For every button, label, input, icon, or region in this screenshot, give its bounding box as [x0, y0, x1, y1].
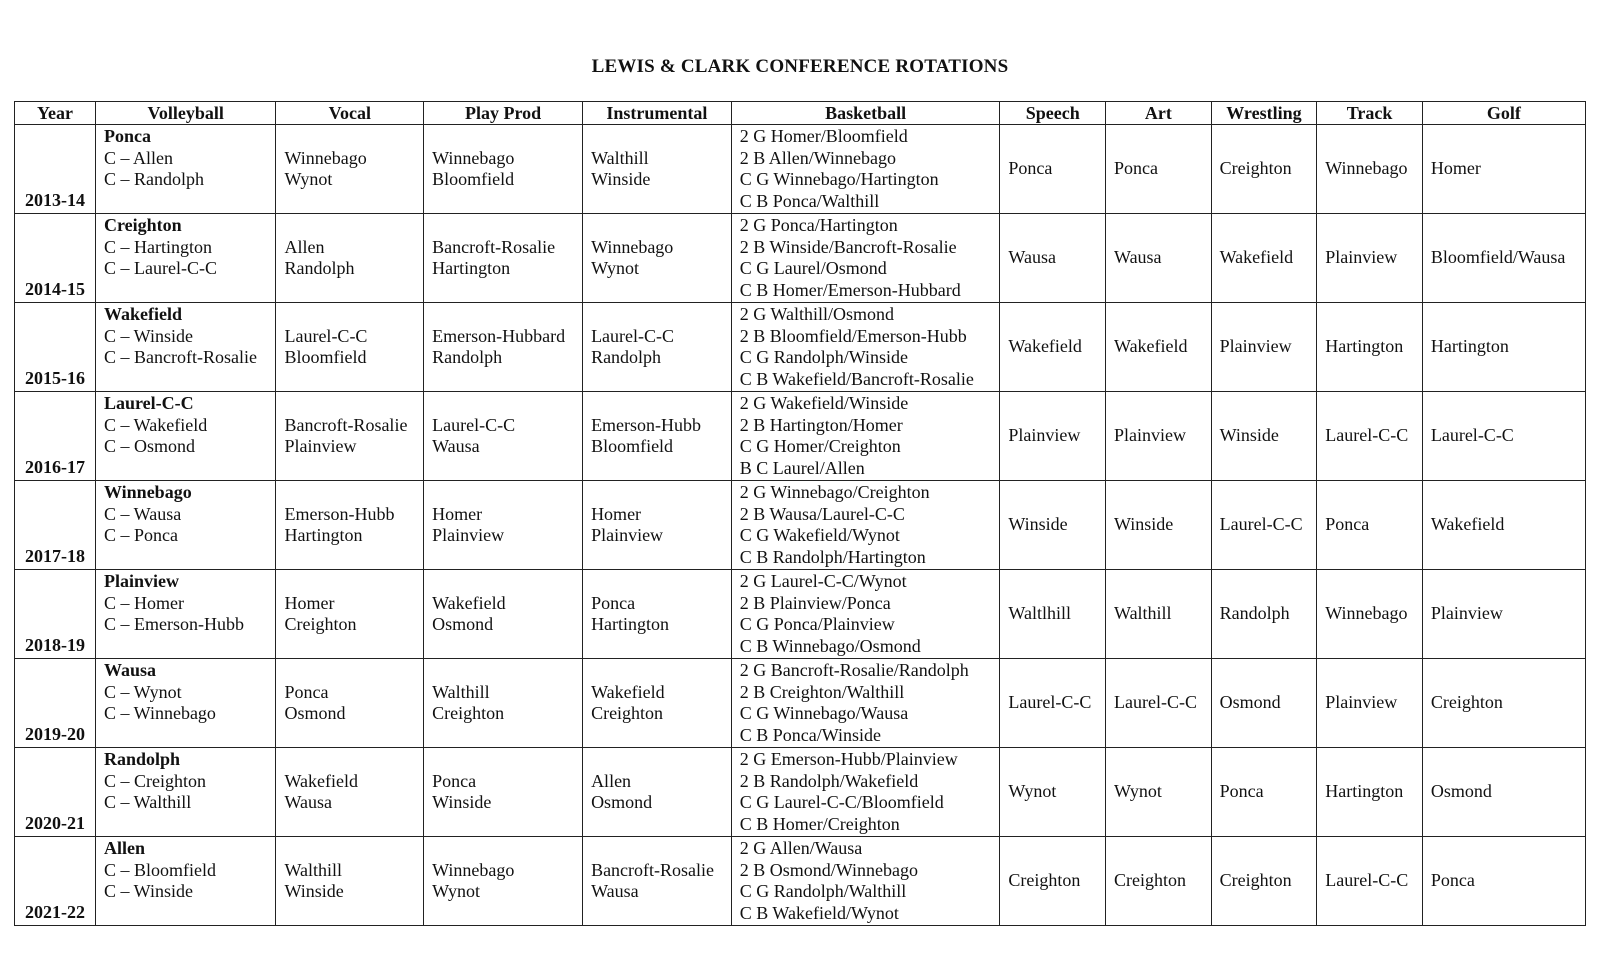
basketball-cell-line: C G Laurel/Osmond — [739, 258, 887, 278]
table-row — [15, 837, 1586, 926]
instrumental-cell-line: Walthill — [591, 147, 649, 168]
basketball-cell-line: C G Wakefield/Wynot — [739, 525, 900, 545]
play-prod-cell-line: Hartington — [432, 258, 511, 278]
volleyball-cohost: C – Homer — [104, 592, 184, 613]
header-art: Art — [1106, 102, 1212, 125]
wrestling-cell: Wakefield — [1211, 214, 1317, 303]
play-prod-cell-line: Wakefield — [432, 592, 506, 613]
vocal-cell-line: Homer — [284, 592, 335, 613]
header-vocal: Vocal — [276, 102, 424, 125]
volleyball-host: Ponca — [104, 126, 151, 146]
art-cell: Walthill — [1106, 570, 1212, 659]
golf-cell: Bloomfield/Wausa — [1422, 214, 1585, 303]
basketball-cell-line: 2 G Ponca/Hartington — [739, 215, 898, 235]
volleyball-host: Allen — [104, 838, 146, 858]
volleyball-cohost: C – Osmond — [104, 436, 196, 456]
wrestling-cell: Osmond — [1211, 659, 1317, 748]
basketball-cell-line: C G Ponca/Plainview — [739, 614, 895, 634]
vocal-cell — [276, 481, 424, 570]
vocal-cell — [276, 392, 424, 481]
instrumental-cell — [583, 570, 732, 659]
volleyball-cohost: C – Wakefield — [104, 414, 208, 435]
art-cell: Ponca — [1106, 125, 1212, 214]
speech-cell: Plainview — [1000, 392, 1106, 481]
vocal-cell-line: Laurel-C-C — [284, 325, 368, 346]
golf-cell: Ponca — [1422, 837, 1585, 926]
volleyball-host: Wausa — [104, 660, 157, 680]
volleyball-cohost: C – Winside — [104, 881, 193, 901]
basketball-cell-line: 2 G Emerson-Hubb/Plainview — [739, 749, 958, 769]
vocal-cell-line: Wakefield — [284, 770, 358, 791]
basketball-cell-line: C B Homer/Creighton — [739, 813, 900, 834]
instrumental-cell-line: Wausa — [591, 881, 639, 901]
basketball-cell-line: 2 B Plainview/Ponca — [739, 592, 891, 613]
golf-cell: Creighton — [1422, 659, 1585, 748]
play-prod-cell-line: Homer — [432, 503, 483, 524]
play-prod-cell — [424, 481, 583, 570]
volleyball-host: Plainview — [104, 571, 179, 591]
volleyball-cohost: C – Ponca — [104, 525, 178, 545]
play-prod-cell — [424, 837, 583, 926]
track-cell: Plainview — [1317, 659, 1423, 748]
play-prod-cell-line: Emerson-Hubbard — [432, 325, 566, 346]
play-prod-cell — [424, 303, 583, 392]
track-cell: Hartington — [1317, 748, 1423, 837]
basketball-cell-line: 2 G Laurel-C-C/Wynot — [739, 571, 907, 591]
volleyball-cohost: C – Walthill — [104, 792, 192, 812]
volleyball-cell — [96, 481, 276, 570]
year-cell: 2019-20 — [15, 659, 96, 748]
golf-cell: Laurel-C-C — [1422, 392, 1585, 481]
vocal-cell-line: Allen — [284, 236, 325, 257]
art-cell: Laurel-C-C — [1106, 659, 1212, 748]
basketball-cell-line: C B Ponca/Walthill — [739, 190, 880, 211]
instrumental-cell — [583, 659, 732, 748]
basketball-cell-line: 2 G Bancroft-Rosalie/Randolph — [739, 660, 969, 680]
volleyball-host: Laurel-C-C — [104, 393, 194, 413]
play-prod-cell-line: Bloomfield — [432, 169, 515, 189]
vocal-cell-line: Osmond — [284, 703, 346, 723]
play-prod-cell — [424, 570, 583, 659]
basketball-cell-line: C G Randolph/Winside — [739, 347, 909, 367]
play-prod-cell-line: Walthill — [432, 681, 490, 702]
instrumental-cell-line: Randolph — [591, 347, 662, 367]
basketball-cell-line: 2 B Hartington/Homer — [739, 414, 903, 435]
instrumental-cell-line: Hartington — [591, 614, 670, 634]
speech-cell: Wynot — [1000, 748, 1106, 837]
header-volleyball: Volleyball — [96, 102, 276, 125]
year-cell: 2013-14 — [15, 125, 96, 214]
golf-cell: Hartington — [1422, 303, 1585, 392]
volleyball-cell — [96, 392, 276, 481]
volleyball-cell — [96, 303, 276, 392]
volleyball-cohost: C – Emerson-Hubb — [104, 614, 244, 634]
instrumental-cell-line: Bancroft-Rosalie — [591, 859, 715, 880]
year-cell: 2018-19 — [15, 570, 96, 659]
table-row — [15, 392, 1586, 481]
basketball-cell-line: C G Homer/Creighton — [739, 436, 901, 456]
volleyball-cohost: C – Creighton — [104, 770, 206, 791]
basketball-cell-line: 2 G Winnebago/Creighton — [739, 482, 930, 502]
volleyball-host: Creighton — [104, 215, 182, 235]
vocal-cell-line: Walthill — [284, 859, 343, 880]
year-cell: 2021-22 — [15, 837, 96, 926]
basketball-cell-line: 2 B Randolph/Wakefield — [739, 770, 919, 791]
speech-cell: Ponca — [1000, 125, 1106, 214]
vocal-cell-line: Bancroft-Rosalie — [284, 414, 408, 435]
instrumental-cell — [583, 214, 732, 303]
volleyball-cell — [96, 570, 276, 659]
vocal-cell — [276, 659, 424, 748]
vocal-cell-line: Ponca — [284, 681, 329, 702]
art-cell: Creighton — [1106, 837, 1212, 926]
volleyball-cohost: C – Hartington — [104, 236, 212, 257]
basketball-cell — [731, 659, 1000, 748]
basketball-cell — [731, 214, 1000, 303]
table-row — [15, 748, 1586, 837]
vocal-cell-line: Winside — [284, 881, 344, 901]
basketball-cell-line: 2 G Allen/Wausa — [739, 838, 863, 858]
instrumental-cell-line: Winnebago — [591, 236, 674, 257]
wrestling-cell: Creighton — [1211, 837, 1317, 926]
basketball-cell-line: 2 B Bloomfield/Emerson-Hubb — [739, 325, 967, 346]
vocal-cell-line: Wynot — [284, 169, 333, 189]
table-row — [15, 570, 1586, 659]
wrestling-cell: Winside — [1211, 392, 1317, 481]
golf-cell: Wakefield — [1422, 481, 1585, 570]
volleyball-cohost: C – Bloomfield — [104, 859, 216, 880]
track-cell: Ponca — [1317, 481, 1423, 570]
vocal-cell — [276, 214, 424, 303]
volleyball-cohost: C – Laurel-C-C — [104, 258, 217, 278]
table-row — [15, 481, 1586, 570]
art-cell: Winside — [1106, 481, 1212, 570]
art-cell: Wynot — [1106, 748, 1212, 837]
basketball-cell-line: 2 B Wausa/Laurel-C-C — [739, 503, 905, 524]
play-prod-cell — [424, 125, 583, 214]
instrumental-cell-line: Laurel-C-C — [591, 325, 675, 346]
year-cell: 2020-21 — [15, 748, 96, 837]
vocal-cell — [276, 303, 424, 392]
speech-cell: Wakefield — [1000, 303, 1106, 392]
play-prod-cell-line: Winnebago — [432, 859, 515, 880]
basketball-cell — [731, 837, 1000, 926]
rotations-table — [14, 101, 1586, 926]
instrumental-cell-line: Wynot — [591, 258, 639, 278]
play-prod-cell-line: Wynot — [432, 881, 481, 901]
basketball-cell-line: 2 B Allen/Winnebago — [739, 147, 897, 168]
volleyball-cohost: C – Randolph — [104, 169, 205, 189]
vocal-cell — [276, 748, 424, 837]
basketball-cell — [731, 481, 1000, 570]
vocal-cell — [276, 570, 424, 659]
volleyball-cohost: C – Bancroft-Rosalie — [104, 347, 257, 367]
play-prod-cell — [424, 392, 583, 481]
instrumental-cell — [583, 125, 732, 214]
vocal-cell-line: Emerson-Hubb — [284, 503, 395, 524]
volleyball-host: Randolph — [104, 749, 181, 769]
vocal-cell-line: Winnebago — [284, 147, 367, 168]
basketball-cell-line: C B Wakefield/Wynot — [739, 902, 899, 923]
instrumental-cell — [583, 303, 732, 392]
volleyball-cohost: C – Allen — [104, 147, 174, 168]
track-cell: Winnebago — [1317, 125, 1423, 214]
volleyball-cell — [96, 214, 276, 303]
vocal-cell-line: Creighton — [284, 614, 357, 634]
volleyball-cohost: C – Wausa — [104, 503, 182, 524]
art-cell: Plainview — [1106, 392, 1212, 481]
header-instrumental: Instrumental — [583, 102, 732, 125]
play-prod-cell-line: Winnebago — [432, 147, 515, 168]
basketball-cell-line: C G Randolph/Walthill — [739, 881, 907, 901]
track-cell: Winnebago — [1317, 570, 1423, 659]
instrumental-cell-line: Creighton — [591, 703, 664, 723]
basketball-cell — [731, 570, 1000, 659]
volleyball-cohost: C – Winnebago — [104, 703, 216, 723]
table-row — [15, 303, 1586, 392]
table-row — [15, 125, 1586, 214]
basketball-cell — [731, 392, 1000, 481]
table-row — [15, 214, 1586, 303]
basketball-cell-line: 2 B Winside/Bancroft-Rosalie — [739, 236, 957, 257]
instrumental-cell — [583, 748, 732, 837]
basketball-cell-line: C B Randolph/Hartington — [739, 546, 926, 567]
play-prod-cell-line: Wausa — [432, 436, 480, 456]
golf-cell: Osmond — [1422, 748, 1585, 837]
basketball-cell-line: C G Winnebago/Hartington — [739, 169, 939, 189]
instrumental-cell — [583, 481, 732, 570]
instrumental-cell-line: Wakefield — [591, 681, 665, 702]
basketball-cell — [731, 303, 1000, 392]
vocal-cell-line: Hartington — [284, 525, 363, 545]
volleyball-cohost: C – Wynot — [104, 681, 182, 702]
basketball-cell-line: C B Ponca/Winside — [739, 724, 882, 745]
header-track: Track — [1317, 102, 1423, 125]
wrestling-cell: Creighton — [1211, 125, 1317, 214]
vocal-cell-line: Randolph — [284, 258, 355, 278]
wrestling-cell: Ponca — [1211, 748, 1317, 837]
play-prod-cell — [424, 748, 583, 837]
volleyball-cell — [96, 659, 276, 748]
table-row — [15, 659, 1586, 748]
wrestling-cell: Plainview — [1211, 303, 1317, 392]
volleyball-cell — [96, 125, 276, 214]
instrumental-cell — [583, 837, 732, 926]
header-year: Year — [15, 102, 96, 125]
instrumental-cell-line: Ponca — [591, 592, 636, 613]
track-cell: Plainview — [1317, 214, 1423, 303]
instrumental-cell-line: Allen — [591, 770, 632, 791]
wrestling-cell: Randolph — [1211, 570, 1317, 659]
speech-cell: Wausa — [1000, 214, 1106, 303]
play-prod-cell-line: Laurel-C-C — [432, 414, 516, 435]
speech-cell: Waltlhill — [1000, 570, 1106, 659]
basketball-cell-line: C G Winnebago/Wausa — [739, 703, 909, 723]
vocal-cell — [276, 125, 424, 214]
header-speech: Speech — [1000, 102, 1106, 125]
header-golf: Golf — [1422, 102, 1585, 125]
basketball-cell-line: C B Winnebago/Osmond — [739, 635, 921, 656]
basketball-cell-line: B C Laurel/Allen — [739, 457, 865, 478]
instrumental-cell-line: Osmond — [591, 792, 653, 812]
vocal-cell-line: Bloomfield — [284, 347, 367, 367]
track-cell: Hartington — [1317, 303, 1423, 392]
speech-cell: Laurel-C-C — [1000, 659, 1106, 748]
speech-cell: Creighton — [1000, 837, 1106, 926]
play-prod-cell-line: Randolph — [432, 347, 503, 367]
instrumental-cell — [583, 392, 732, 481]
volleyball-host: Winnebago — [104, 482, 192, 502]
instrumental-cell-line: Emerson-Hubb — [591, 414, 702, 435]
year-cell: 2015-16 — [15, 303, 96, 392]
basketball-cell — [731, 125, 1000, 214]
play-prod-cell — [424, 214, 583, 303]
track-cell: Laurel-C-C — [1317, 837, 1423, 926]
volleyball-cohost: C – Winside — [104, 325, 193, 346]
volleyball-host: Wakefield — [104, 304, 183, 324]
vocal-cell-line: Plainview — [284, 436, 357, 456]
basketball-cell-line: 2 B Creighton/Walthill — [739, 681, 905, 702]
basketball-cell-line: 2 B Osmond/Winnebago — [739, 859, 919, 880]
vocal-cell — [276, 837, 424, 926]
year-cell: 2014-15 — [15, 214, 96, 303]
art-cell: Wakefield — [1106, 303, 1212, 392]
play-prod-cell-line: Ponca — [432, 770, 477, 791]
instrumental-cell-line: Plainview — [591, 525, 664, 545]
play-prod-cell-line: Plainview — [432, 525, 505, 545]
play-prod-cell-line: Osmond — [432, 614, 494, 634]
play-prod-cell-line: Creighton — [432, 703, 505, 723]
wrestling-cell: Laurel-C-C — [1211, 481, 1317, 570]
year-cell: 2016-17 — [15, 392, 96, 481]
page-title: LEWIS & CLARK CONFERENCE ROTATIONS — [591, 56, 1009, 77]
volleyball-cell — [96, 837, 276, 926]
basketball-cell-line: C B Homer/Emerson-Hubbard — [739, 279, 961, 300]
instrumental-cell-line: Bloomfield — [591, 436, 674, 456]
play-prod-cell-line: Winside — [432, 792, 492, 812]
vocal-cell-line: Wausa — [284, 792, 332, 812]
basketball-cell-line: C G Laurel-C-C/Bloomfield — [739, 792, 944, 812]
instrumental-cell-line: Winside — [591, 169, 651, 189]
header-play-prod: Play Prod — [424, 102, 583, 125]
play-prod-cell — [424, 659, 583, 748]
track-cell: Laurel-C-C — [1317, 392, 1423, 481]
art-cell: Wausa — [1106, 214, 1212, 303]
basketball-cell-line: C B Wakefield/Bancroft-Rosalie — [739, 368, 974, 389]
basketball-cell-line: 2 G Homer/Bloomfield — [739, 126, 908, 146]
basketball-cell-line: 2 G Walthill/Osmond — [739, 304, 894, 324]
basketball-cell — [731, 748, 1000, 837]
header-row — [15, 102, 1586, 125]
header-wrestling: Wrestling — [1211, 102, 1317, 125]
golf-cell: Plainview — [1422, 570, 1585, 659]
instrumental-cell-line: Homer — [591, 503, 642, 524]
basketball-cell-line: 2 G Wakefield/Winside — [739, 393, 909, 413]
volleyball-cell — [96, 748, 276, 837]
year-cell: 2017-18 — [15, 481, 96, 570]
golf-cell: Homer — [1422, 125, 1585, 214]
play-prod-cell-line: Bancroft-Rosalie — [432, 236, 556, 257]
speech-cell: Winside — [1000, 481, 1106, 570]
header-basketball: Basketball — [731, 102, 1000, 125]
